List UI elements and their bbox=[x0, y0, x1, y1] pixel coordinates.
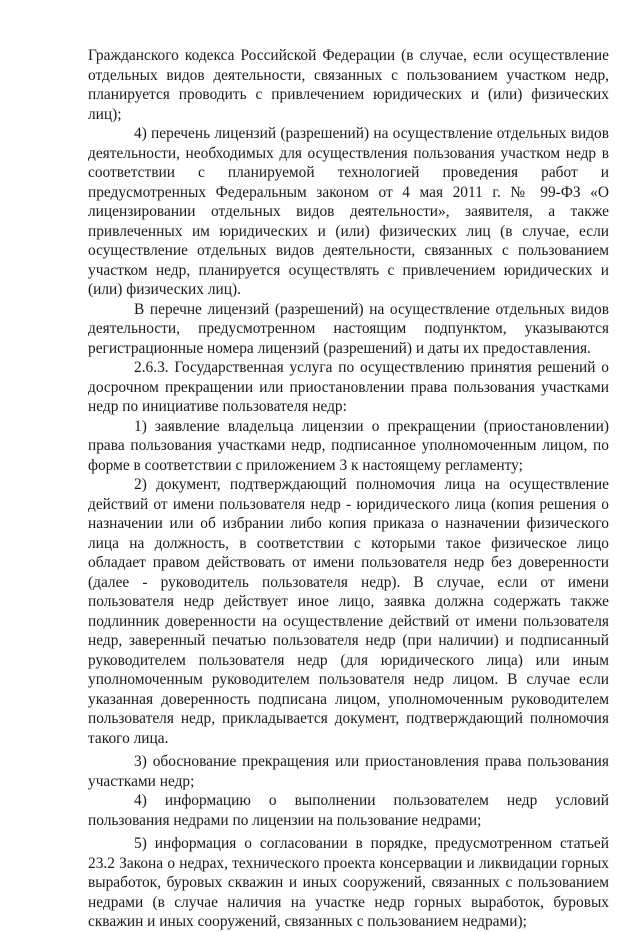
paragraph-section-2-6-3: 2.6.3. Государственная услуга по осуществлению принятия решений о досрочном прекращении или приостановлении права пользования участками недр по инициативе пользователя недр: bbox=[88, 359, 609, 415]
paragraph-item-1-application: 1) заявление владельца лицензии о прекращении (приостановлении) права пользования участками недр, подписанное уполномоченным лицом, по форме в соответствии с приложением 3 к настоящему регламенту; bbox=[88, 417, 609, 474]
paragraph-item-3-justification: 3) обоснование прекращения или приостановления права пользования участками недр; bbox=[88, 753, 609, 790]
paragraph-item-2-authority-document: 2) документ, подтверждающий полномочия лица на осуществление действий от имени пользователя недр - юридического лица (копия решения о назначении или об избрании либо копия приказа о назначении физического лица на должность, в соответствии с которыми такое физическое лицо обладает правом действовать от имени пользователя недр без доверенности (далее - руководитель пользователя недр). В случае, если от имени пользователя недр действует иное лицо, заявка должна содержать также подлинник доверенности на осуществление действий от имени пользователя недр, заверенный печатью пользователя недр (при наличии) и подписанный руководителем пользователя недр (для юридического лица) или иным уполномоченным руководителем пользователя недр лицом. В случае если указанная доверенность подписана лицом, уполномоченным руководителем пользователя недр, прикладывается документ, подтверждающий полномочия такого лица. bbox=[88, 476, 609, 747]
paragraph-item-4-compliance-info: 4) информацию о выполнении пользователем недр условий пользования недрами по лицензии на пользование недрами; bbox=[88, 792, 609, 829]
paragraph-item-4-license-list: 4) перечень лицензий (разрешений) на осуществление отдельных видов деятельности, необходимых для осуществления пользования участком недр в соответствии с планируемой технологией проведения работ и предусмотренных Федеральным законом от 4 мая 2011 г. № 99-ФЗ «О лицензировании отдельных видов деятельности», заявителя, а также привлеченных им юридических и (или) физических лиц (в случае, если осуществление отдельных видов деятельности, связанных с пользованием участком недр, планируется осуществлять с привлечением юридических и (или) физических лиц). bbox=[88, 125, 609, 298]
paragraph-continuation: Гражданского кодекса Российской Федерации (в случае, если осуществление отдельных видов деятельности, связанных с пользованием участком недр, планируется проводить с привлечением юридических и (или) физических лиц); bbox=[88, 47, 609, 123]
document-page bbox=[88, 46, 609, 932]
paragraph-license-registration: В перечне лицензий (разрешений) на осуществление отдельных видов деятельности, предусмотренном настоящим подпунктом, указываются регистрационные номера лицензий (разрешений) и даты их предоставления. bbox=[88, 300, 609, 357]
paragraph-item-5-approval-info: 5) информация о согласовании в порядке, предусмотренном статьей 23.2 Закона о недрах, технического проекта консервации и ликвидации горных выработок, буровых скважин и иных сооружений, связанных с пользованием недрами (в случае наличия на участке недр горных выработок, буровых скважин и иных сооружений, связанных с пользованием недрами); bbox=[88, 835, 609, 930]
